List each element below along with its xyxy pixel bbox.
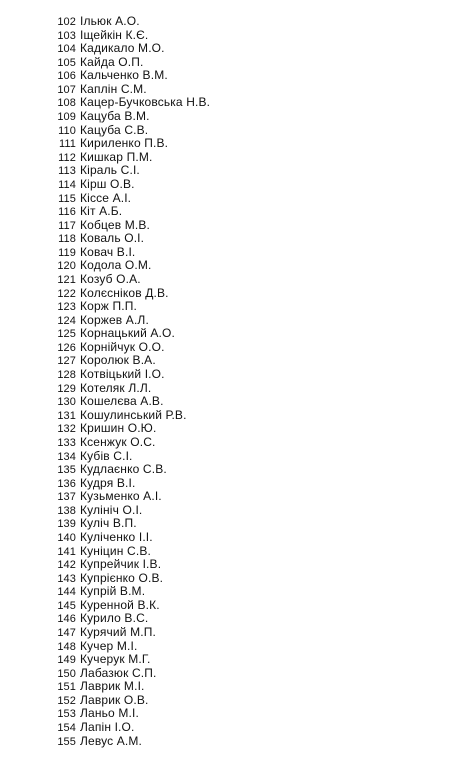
list-item xyxy=(0,557,210,571)
entry-name: Куліч В.П. xyxy=(80,516,137,531)
entry-name: Ільюк А.О. xyxy=(80,14,140,28)
entry-name: Кіраль С.І. xyxy=(80,163,140,178)
list-item xyxy=(0,55,210,69)
entry-name: Кадикало М.О. xyxy=(80,41,165,56)
entry-name: Ковач В.І. xyxy=(80,244,136,259)
list-item xyxy=(0,286,210,300)
entry-name: Козуб О.А. xyxy=(80,271,141,286)
entry-name: Кодола О.М. xyxy=(80,258,152,273)
list-item xyxy=(0,177,210,191)
entry-number: 114 xyxy=(58,178,76,191)
entry-name: Кришин О.Ю. xyxy=(80,421,157,436)
entry-number: 154 xyxy=(57,722,76,735)
entry-name: Кузьменко А.І. xyxy=(80,489,162,504)
entry-number: 150 xyxy=(57,667,76,680)
list-item xyxy=(0,679,210,693)
entry-number: 104 xyxy=(57,43,76,56)
entry-number: 128 xyxy=(57,369,76,382)
entry-name: Каплін С.М. xyxy=(80,81,147,96)
entry-name: Кайда О.П. xyxy=(80,54,144,69)
entry-name: Коржев А.Л. xyxy=(80,312,149,327)
entry-number: 152 xyxy=(57,694,76,707)
entry-name: Кошулинський Р.В. xyxy=(80,407,187,422)
entry-name: Купрій В.М. xyxy=(80,584,146,599)
list-item xyxy=(0,706,210,720)
entry-name: Левус А.М. xyxy=(80,733,143,748)
entry-name: Королюк В.А. xyxy=(80,353,156,368)
entry-number: 129 xyxy=(57,382,76,395)
entry-number: 119 xyxy=(58,246,76,259)
entry-number: 109 xyxy=(57,111,76,124)
entry-number: 124 xyxy=(57,314,76,327)
entry-name: Кошелєва А.В. xyxy=(80,394,164,409)
name-list xyxy=(0,14,210,747)
list-item xyxy=(0,720,210,734)
entry-number: 117 xyxy=(58,219,76,232)
list-item xyxy=(0,41,210,55)
entry-name: Лапін І.О. xyxy=(80,720,135,735)
list-item xyxy=(0,14,210,28)
list-item xyxy=(0,109,210,123)
entry-number: 133 xyxy=(57,436,76,449)
list-item xyxy=(0,435,210,449)
entry-number: 134 xyxy=(57,450,76,463)
list-item xyxy=(0,313,210,327)
entry-number: 148 xyxy=(57,640,76,653)
entry-name: Курячий М.П. xyxy=(80,625,156,640)
list-item xyxy=(0,191,210,205)
entry-name: Котвіцький І.О. xyxy=(80,367,165,382)
list-item xyxy=(0,503,210,517)
entry-name: Кацуба В.М. xyxy=(80,109,150,124)
entry-number: 110 xyxy=(58,124,76,137)
entry-number: 143 xyxy=(57,572,76,585)
list-item xyxy=(0,625,210,639)
entry-number: 140 xyxy=(57,531,76,544)
entry-name: Кальченко В.М. xyxy=(80,68,168,83)
list-item xyxy=(0,204,210,218)
entry-name: Котеляк Л.Л. xyxy=(80,380,152,395)
entry-number: 127 xyxy=(57,355,76,368)
entry-number: 144 xyxy=(57,586,76,599)
entry-number: 123 xyxy=(57,301,76,314)
entry-number: 108 xyxy=(57,97,76,110)
list-item xyxy=(0,367,210,381)
entry-number: 153 xyxy=(57,708,76,721)
list-item xyxy=(0,394,210,408)
entry-name: Куренной В.К. xyxy=(80,597,160,612)
entry-number: 116 xyxy=(58,206,76,219)
list-item xyxy=(0,28,210,42)
entry-number: 121 xyxy=(57,273,76,286)
entry-number: 112 xyxy=(58,151,76,164)
list-item xyxy=(0,476,210,490)
entry-name: Кучер М.І. xyxy=(80,638,138,653)
list-item xyxy=(0,258,210,272)
entry-number: 139 xyxy=(57,518,76,531)
entry-number: 106 xyxy=(57,70,76,83)
list-item xyxy=(0,544,210,558)
entry-number: 105 xyxy=(57,56,76,69)
entry-number: 125 xyxy=(57,328,76,341)
entry-name: Кацер-Бучковська Н.В. xyxy=(80,95,211,110)
entry-number: 111 xyxy=(58,138,76,151)
list-item xyxy=(0,408,210,422)
entry-name: Куніцин С.В. xyxy=(80,543,151,558)
entry-number: 138 xyxy=(57,504,76,517)
entry-name: Кучерук М.Г. xyxy=(80,652,151,667)
entry-number: 142 xyxy=(57,559,76,572)
entry-name: Кубів С.І. xyxy=(80,448,133,463)
entry-name: Кіт А.Б. xyxy=(80,204,123,219)
entry-number: 115 xyxy=(58,192,76,205)
list-item xyxy=(0,639,210,653)
entry-number: 136 xyxy=(57,477,76,490)
entry-name: Кудлаєнко С.В. xyxy=(80,462,167,477)
entry-name: Кулініч О.І. xyxy=(80,502,143,517)
list-item xyxy=(0,693,210,707)
entry-name: Кірш О.В. xyxy=(80,176,135,191)
list-item xyxy=(0,299,210,313)
entry-name: Курило В.С. xyxy=(80,611,149,626)
list-item xyxy=(0,150,210,164)
entry-name: Корнійчук О.О. xyxy=(80,339,165,354)
entry-name: Купрієнко О.В. xyxy=(80,570,164,585)
list-item xyxy=(0,68,210,82)
entry-name: Колєсніков Д.В. xyxy=(80,285,169,300)
entry-number: 130 xyxy=(57,396,76,409)
entry-number: 102 xyxy=(57,16,76,28)
list-item xyxy=(0,136,210,150)
entry-name: Корж П.П. xyxy=(80,299,137,314)
entry-name: Корнацький А.О. xyxy=(80,326,176,341)
list-item xyxy=(0,218,210,232)
entry-name: Кацуба С.В. xyxy=(80,122,149,137)
list-item xyxy=(0,231,210,245)
list-item xyxy=(0,666,210,680)
list-item xyxy=(0,571,210,585)
entry-name: Кудря В.І. xyxy=(80,475,136,490)
entry-name: Ксенжук О.С. xyxy=(80,434,156,449)
list-item xyxy=(0,245,210,259)
list-item xyxy=(0,652,210,666)
entry-number: 145 xyxy=(57,599,76,612)
list-item xyxy=(0,598,210,612)
entry-name: Куліченко І.І. xyxy=(80,529,153,544)
entry-number: 126 xyxy=(57,341,76,354)
entry-number: 141 xyxy=(57,545,76,558)
entry-name: Кобцев М.В. xyxy=(80,217,150,232)
entry-number: 146 xyxy=(57,613,76,626)
list-item xyxy=(0,734,210,748)
entry-name: Ланьо М.І. xyxy=(80,706,139,721)
entry-name: Коваль О.І. xyxy=(80,231,145,246)
entry-number: 147 xyxy=(57,627,76,640)
entry-number: 155 xyxy=(57,735,76,748)
list-item xyxy=(0,530,210,544)
list-item xyxy=(0,272,210,286)
list-item xyxy=(0,326,210,340)
entry-number: 149 xyxy=(57,654,76,667)
list-item xyxy=(0,516,210,530)
entry-number: 137 xyxy=(57,491,76,504)
entry-name: Іщейкін К.Є. xyxy=(80,27,149,42)
entry-number: 131 xyxy=(57,409,76,422)
entry-number: 113 xyxy=(58,165,76,178)
list-item xyxy=(0,381,210,395)
entry-number: 120 xyxy=(57,260,76,273)
entry-name: Лаврик О.В. xyxy=(80,692,149,707)
list-item xyxy=(0,340,210,354)
list-item xyxy=(0,449,210,463)
entry-number: 151 xyxy=(57,681,76,694)
entry-name: Кишкар П.М. xyxy=(80,149,153,164)
entry-name: Лабазюк С.П. xyxy=(80,665,157,680)
list-item xyxy=(0,82,210,96)
entry-name: Лаврик М.І. xyxy=(80,679,145,694)
entry-number: 107 xyxy=(57,83,76,96)
entry-name: Купрейчик І.В. xyxy=(80,557,162,572)
list-item xyxy=(0,489,210,503)
list-item xyxy=(0,421,210,435)
list-item xyxy=(0,95,210,109)
list-item xyxy=(0,462,210,476)
entry-name: Кіссе А.І. xyxy=(80,190,132,205)
entry-number: 118 xyxy=(58,233,76,246)
entry-number: 132 xyxy=(57,423,76,436)
list-item xyxy=(0,123,210,137)
entry-number: 122 xyxy=(57,287,76,300)
list-item xyxy=(0,611,210,625)
entry-number: 135 xyxy=(57,464,76,477)
entry-name: Кириленко П.В. xyxy=(80,136,169,151)
list-item xyxy=(0,584,210,598)
entry-number: 103 xyxy=(57,29,76,42)
list-item xyxy=(0,353,210,367)
list-item xyxy=(0,163,210,177)
